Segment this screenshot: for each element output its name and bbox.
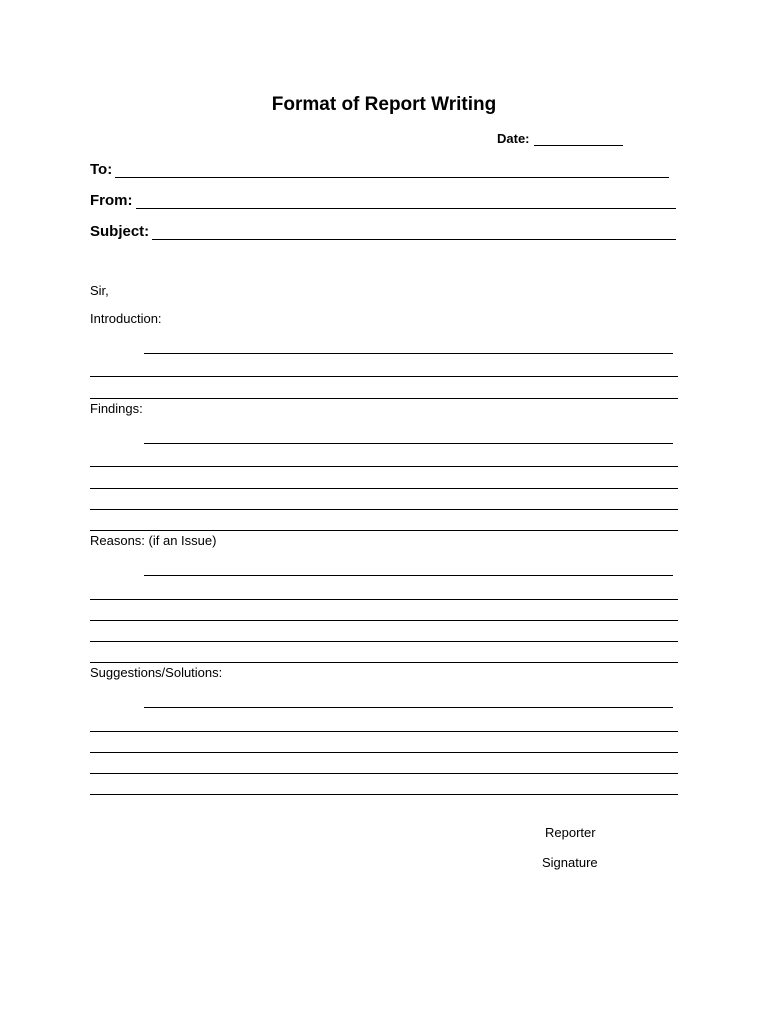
signature-label: Signature: [542, 855, 598, 870]
subject-field: [90, 220, 676, 240]
reasons-heading: Reasons: (if an Issue): [90, 533, 217, 548]
findings-line-5[interactable]: [90, 530, 678, 531]
introduction-line-2[interactable]: [90, 376, 678, 377]
to-label: To:: [90, 161, 113, 178]
salutation: Sir,: [90, 283, 109, 298]
reasons-line-4[interactable]: [90, 641, 678, 642]
findings-line-1[interactable]: [144, 443, 673, 444]
suggestions-line-4[interactable]: [90, 773, 678, 774]
to-blank-line[interactable]: [115, 163, 669, 178]
from-blank-line[interactable]: [136, 194, 676, 209]
reasons-line-3[interactable]: [90, 620, 678, 621]
findings-line-3[interactable]: [90, 488, 678, 489]
from-label: From:: [90, 192, 133, 209]
introduction-line-1[interactable]: [144, 353, 673, 354]
reasons-line-2[interactable]: [90, 599, 678, 600]
suggestions-line-1[interactable]: [144, 707, 673, 708]
date-label: Date:: [497, 131, 530, 146]
findings-line-2[interactable]: [90, 466, 678, 467]
findings-heading: Findings:: [90, 401, 143, 416]
reasons-line-1[interactable]: [144, 575, 673, 576]
from-field: [90, 189, 676, 209]
subject-label: Subject:: [90, 223, 150, 240]
reasons-line-5[interactable]: [90, 662, 678, 663]
to-field: [90, 158, 669, 178]
suggestions-heading: Suggestions/Solutions:: [90, 665, 223, 680]
date-blank-line[interactable]: [534, 133, 623, 146]
date-field: [497, 131, 623, 146]
introduction-line-3[interactable]: [90, 398, 678, 399]
findings-line-4[interactable]: [90, 509, 678, 510]
suggestions-line-2[interactable]: [90, 731, 678, 732]
subject-blank-line[interactable]: [152, 225, 676, 240]
suggestions-line-5[interactable]: [90, 794, 678, 795]
reporter-label: Reporter: [545, 825, 596, 840]
suggestions-line-3[interactable]: [90, 752, 678, 753]
page-title: Format of Report Writing: [271, 94, 497, 115]
introduction-heading: Introduction:: [90, 311, 162, 326]
